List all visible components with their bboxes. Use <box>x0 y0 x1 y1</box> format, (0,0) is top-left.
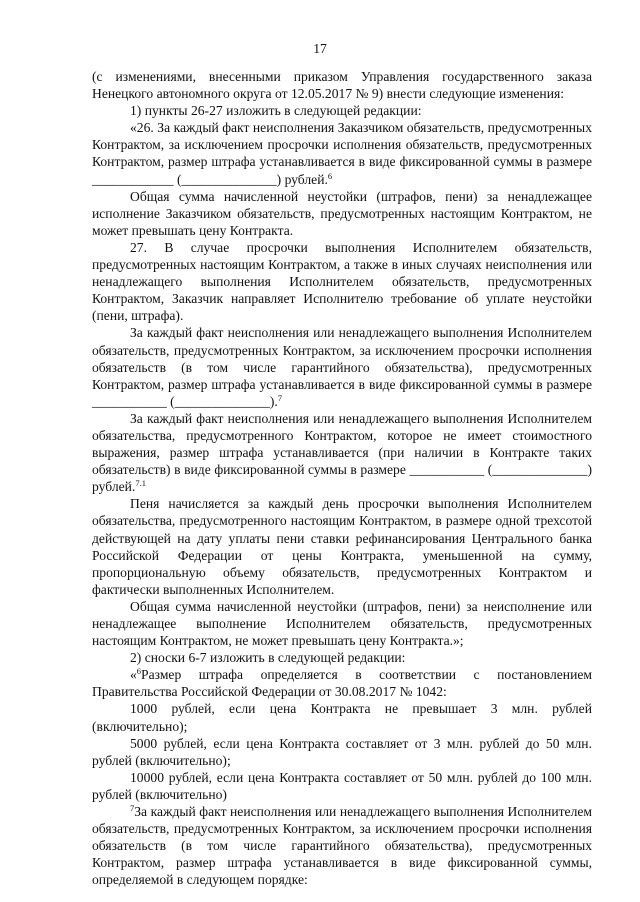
footnote-ref: 7 <box>277 392 283 403</box>
footnote-ref: 6 <box>327 170 333 181</box>
paragraph: Пеня начисляется за каждый день просрочки выполнения Исполнителем обязательства, предусмотренного настоящим Контрактом, в размере одной трехсотой действующей на дату уплаты пени ставки рефинансирования Центрального банка Российской Федерации от цены Контракта, уменьшенной на сумму, пропорциональную объему обязательств, предусмотренных Контрактом и фактически выполненных Исполнителем. <box>92 496 592 597</box>
paragraph: Общая сумма начисленной неустойки (штрафов, пени) за ненадлежащее исполнение Заказчиком обязательств, предусмотренных настоящим Контрактом, не может превышать цену Контракта. <box>92 188 592 238</box>
footnote-ref: 7.1 <box>135 478 146 489</box>
page-number: 17 <box>313 41 327 56</box>
footnote-paragraph: $^7$За каждый факт неисполнения или ненадлежащего выполнения Исполнителем обязательств, предусмотренных Контрактом, за исключением просрочки исполнения обязательств (в том числе гарантийного обязательства), предусмотренных Контрактом, размер штрафа устанавливается в виде фиксированной суммы, определяемой в следующем порядке: <box>92 803 592 888</box>
paragraph: (с изменениями, внесенными приказом Управления государственного заказа Ненецкого автономного округа от 12.05.2017 № 9) внести следующие изменения: <box>92 69 592 102</box>
paragraph: 1000 рублей, если цена Контракта не превышает 3 млн. рублей (включительно); <box>92 701 592 734</box>
paragraph: 1) пункты 26-27 изложить в следующей редакции: <box>130 103 422 119</box>
document-body <box>92 68 592 889</box>
paragraph: 5000 рублей, если цена Контракта составляет от 3 млн. рублей до 50 млн. рублей (включительно); <box>92 735 592 768</box>
footnote-paragraph: «$^6$Размер штрафа определяется в соответствии с постановлением Правительства Российской Федерации от 30.08.2017 № 1042: <box>92 666 592 700</box>
footnote-marker: 7 <box>130 803 135 814</box>
paragraph: «26. За каждый факт неисполнения Заказчиком обязательств, предусмотренных Контрактом, за исключением просрочки исполнения обязательств, предусмотренных Контрактом, размер штрафа устанавливается в виде фиксированной суммы в размере ____________ (______________) рублей.$^6$ <box>92 120 592 187</box>
paragraph: 2) сноски 6-7 изложить в следующей редакции: <box>130 650 406 666</box>
paragraph: За каждый факт неисполнения или ненадлежащего выполнения Исполнителем обязательства, предусмотренного Контрактом, которое не имеет стоимостного выражения, размер штрафа устанавливается (при наличии в Контракте таких обязательств) в виде фиксированной суммы в размере ___________ (______________) рублей.$^{7.1}$ <box>92 410 592 495</box>
paragraph: За каждый факт неисполнения или ненадлежащего выполнения Исполнителем обязательств, предусмотренных Контрактом, за исключением просрочки исполнения обязательств (в том числе гарантийного обязательства), предусмотренных Контрактом, размер штрафа устанавливается в виде фиксированной суммы в размере ___________ (______________).$^7$ <box>92 325 592 409</box>
paragraph: 10000 рублей, если цена Контракта составляет от 50 млн. рублей до 100 млн. рублей (включительно) <box>92 769 592 802</box>
paragraph: Общая сумма начисленной неустойки (штрафов, пени) за неисполнение или ненадлежащее выполнение Исполнителем обязательств, предусмотренных настоящим Контрактом, не может превышать цену Контракта.»; <box>92 598 592 649</box>
footnote-marker: 6 <box>136 666 142 677</box>
paragraph: 27. В случае просрочки выполнения Исполнителем обязательств, предусмотренных настоящим Контрактом, а также в иных случаях неисполнения или ненадлежащего выполнения Исполнителем обязательств, предусмотренных Контрактом, Заказчик направляет Исполнителю требование об уплате неустойки (пени, штрафа). <box>92 239 592 324</box>
